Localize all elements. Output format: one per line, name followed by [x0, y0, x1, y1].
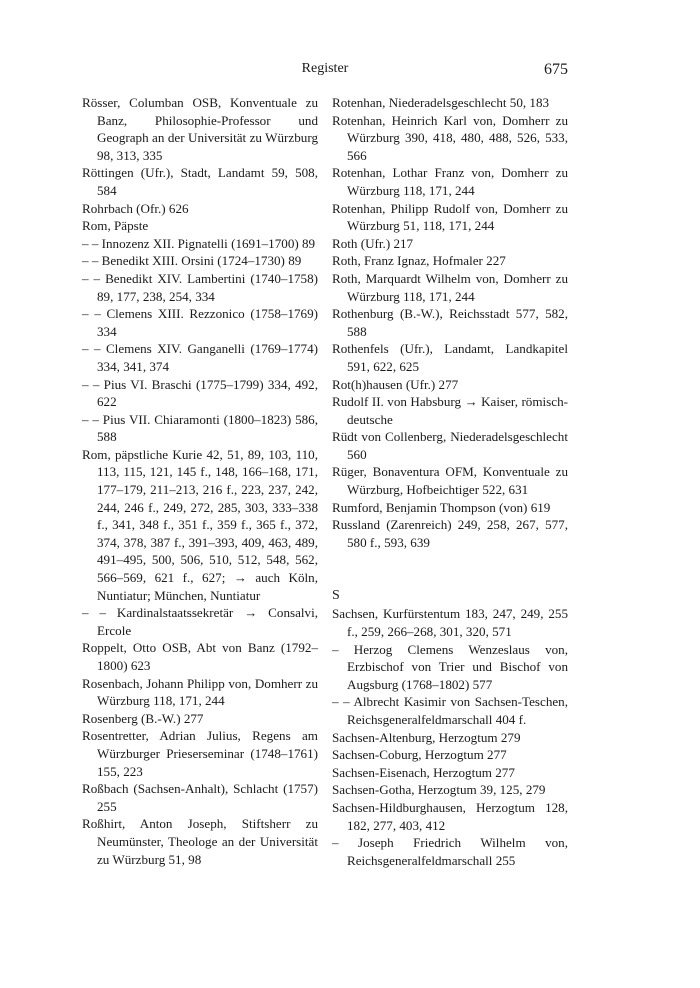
index-subentry: – Joseph Friedrich Wilhelm von, Reichsgeneralfeldmarschall 255 [332, 835, 568, 868]
index-subentry: – – Clemens XIII. Rezzonico (1758–1769) 334 [82, 306, 318, 339]
index-entry: Rothenburg (B.-W.), Reichsstadt 577, 582, 588 [332, 306, 568, 339]
index-subentry: – – Clemens XIV. Ganganelli (1769–1774) 334, 341, 374 [82, 341, 318, 374]
right-column [332, 94, 568, 869]
left-column [82, 94, 318, 868]
index-entry: Rotenhan, Niederadelsgeschlecht 50, 183 [332, 95, 550, 110]
index-entry: Rotenhan, Lothar Franz von, Domherr zu Würzburg 118, 171, 244 [332, 165, 568, 198]
index-entry: Roßbach (Sachsen-Anhalt), Schlacht (1757) 255 [82, 781, 318, 814]
index-entry: Rothenfels (Ufr.), Landamt, Landkapitel 591, 622, 625 [332, 341, 568, 374]
index-entry: Röttingen (Ufr.), Stadt, Landamt 59, 508, 584 [82, 165, 318, 198]
section-letter: S [332, 588, 340, 604]
index-entry: Sachsen-Altenburg, Herzogtum 279 [332, 729, 521, 745]
index-entry: Rosenberg (B.-W.) 277 [82, 710, 204, 726]
index-subentry: – – Kardinalstaatssekretär → Consalvi, Ercole [82, 605, 318, 638]
index-entry: Rotenhan, Heinrich Karl von, Domherr zu Würzburg 390, 418, 480, 488, 526, 533, 566 [332, 112, 568, 163]
page-header [82, 61, 568, 83]
index-entry: Rot(h)hausen (Ufr.) 277 [332, 376, 459, 392]
index-subentry: – – Pius VII. Chiaramonti (1800–1823) 586, 588 [82, 411, 318, 445]
index-entry: Russland (Zarenreich) 249, 258, 267, 577, 580 f., 593, 639 [332, 517, 568, 550]
index-entry: Rüdt von Collenberg, Niederadelsgeschlecht 560 [332, 429, 568, 462]
index-entry: Rotenhan, Philipp Rudolf von, Domherr zu Würzburg 51, 118, 171, 244 [332, 200, 568, 234]
index-subentry: – Herzog Clemens Wenzeslaus von, Erzbischof von Trier und Bischof von Augsburg (1768–1802) 577 [332, 641, 568, 692]
index-entry: Roßhirt, Anton Joseph, Stiftsherr zu Neumünster, Theologe an der Universität zu Würzburg 51, 98 [82, 816, 318, 867]
index-entry: Rösser, Columban OSB, Konventuale zu Banz, Philosophie-Professor und Geograph an der Universität zu Würzburg 98, 313, 335 [82, 95, 318, 163]
index-entry: Sachsen-Hildburghausen, Herzogtum 128, 182, 277, 403, 412 [332, 799, 568, 833]
index-entry: Roth (Ufr.) 217 [332, 235, 414, 251]
index-entry: Roth, Marquardt Wilhelm von, Domherr zu Würzburg 118, 171, 244 [332, 270, 568, 304]
index-entry: Rudolf II. von Habsburg → Kaiser, römisch-deutsche [332, 394, 568, 427]
index-entry: Rüger, Bonaventura OFM, Konventuale zu Würzburg, Hofbeichtiger 522, 631 [332, 464, 568, 498]
index-entry: Rohrbach (Ofr.) 626 [82, 200, 189, 216]
index-subentry: – – Benedikt XIV. Lambertini (1740–1758) 89, 177, 238, 254, 334 [82, 270, 318, 304]
index-entry: Sachsen-Eisenach, Herzogtum 277 [332, 764, 515, 780]
index-subentry: – – Pius VI. Braschi (1775–1799) 334, 492, 622 [82, 376, 318, 410]
page-number: 675 [544, 61, 568, 78]
index-subentry: – – Albrecht Kasimir von Sachsen-Teschen, Reichsgeneralfeldmarschall 404 f. [332, 694, 568, 727]
index-entry: Rom, Päpste [82, 218, 149, 234]
index-subentry: – – Benedikt XIII. Orsini (1724–1730) 89 [82, 253, 302, 269]
index-entry: Rosenbach, Johann Philipp von, Domherr zu Würzburg 118, 171, 244 [82, 675, 318, 709]
index-entry: Sachsen-Coburg, Herzogtum 277 [332, 747, 507, 763]
index-entry: Rosentretter, Adrian Julius, Regens am Würzburger Prieserseminar (1748–1761) 155, 223 [82, 728, 318, 779]
index-entry: Sachsen, Kurfürstentum 183, 247, 249, 255 f., 259, 266–268, 301, 320, 571 [332, 606, 568, 640]
index-entry: Sachsen-Gotha, Herzogtum 39, 125, 279 [332, 782, 546, 798]
running-title: Register [301, 61, 349, 76]
index-entry: Roth, Franz Ignaz, Hofmaler 227 [332, 253, 506, 269]
index-entry: Rumford, Benjamin Thompson (von) 619 [332, 499, 551, 515]
index-entry: Roppelt, Otto OSB, Abt von Banz (1792–1800) 623 [82, 640, 318, 673]
index-subentry: – – Innozenz XII. Pignatelli (1691–1700) 89 [82, 235, 316, 251]
index-entry: Rom, päpstliche Kurie 42, 51, 89, 103, 110, 113, 115, 121, 145 f., 148, 166–168, 171, 177–179, 211–213, 216 f., 223, 237, 242, 244, 246 f., 249, 272, 285, 303, 333–338 f., 341, 348 f., 351 f., 359 f., 365 f., 372, 374, 378, 387 f., 391–393, 409, 463, 489, 491–495, 500, 506, 510, 512, 548, 562, 566–569, 621 f., 627; → auch Köln, Nuntiatur; München, Nuntiatur [82, 446, 318, 603]
